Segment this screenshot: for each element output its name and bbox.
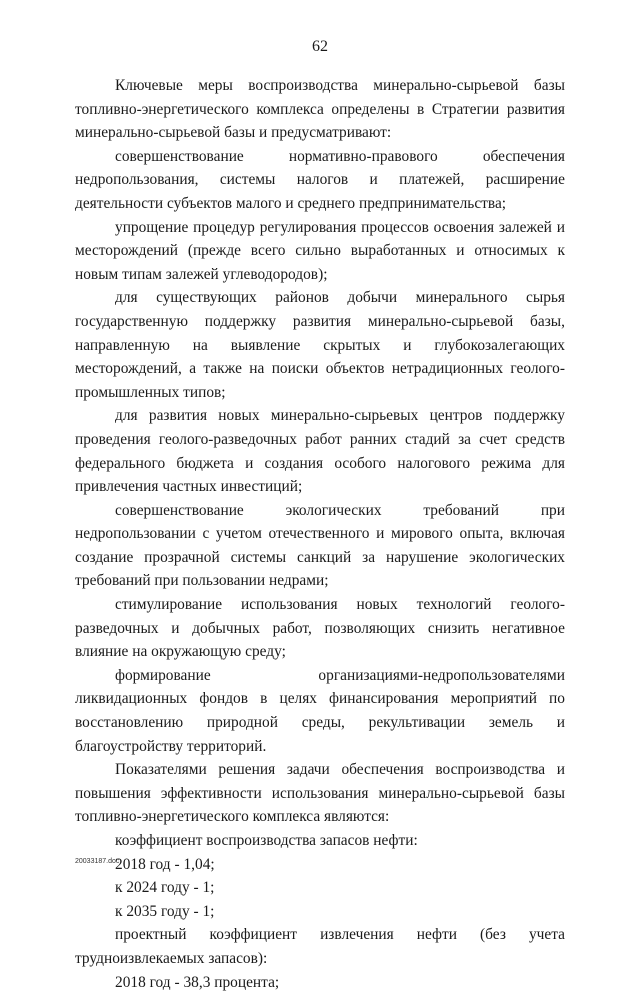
- paragraph: Ключевые меры воспроизводства минерально-сырьевой базы топливно-энергетического комплекса определены в Стратегии развития минерально-сырьевой базы и предусматривают:: [75, 77, 565, 142]
- document-body: [75, 74, 565, 994]
- page-number: 62: [312, 38, 328, 55]
- paragraph: Показателями решения задачи обеспечения воспроизводства и повышения эффективности использования минерально-сырьевой базы топливно-энергетического комплекса являются:: [75, 761, 565, 826]
- indicator-heading: проектный коэффициент извлечения нефти (без учета трудноизвлекаемых запасов):: [75, 926, 565, 967]
- indicator-value: 2018 год - 1,04;: [115, 855, 215, 873]
- footer-filename: 20033187.doc: [75, 858, 120, 865]
- list-item: для существующих районов добычи минерального сырья государственную поддержку развития минерально-сырьевой базы, направленную на выявление скрытых и глубокозалегающих месторождений, а также на поиски объектов нетрадиционных геолого-промышленных типов;: [75, 289, 565, 401]
- indicator-value: к 2024 году - 1;: [115, 879, 215, 897]
- list-item: формирование организациями-недропользователями ликвидационных фондов в целях финансирования мероприятий по восстановлению природной среды, рекультивации земель и благоустройству территорий.: [75, 666, 565, 755]
- list-item: совершенствование нормативно-правового обеспечения недропользования, системы налогов и платежей, расширение деятельности субъектов малого и среднего предпринимательства;: [75, 147, 565, 212]
- indicator-heading: коэффициент воспроизводства запасов нефти:: [115, 832, 418, 849]
- list-item: для развития новых минерально-сырьевых центров поддержку проведения геолого-разведочных работ ранних стадий за счет средств федерального бюджета и создания особого налогового режима для привлечения частных инвестиций;: [75, 407, 565, 496]
- list-item: стимулирование использования новых технологий геолого-разведочных и добычных работ, позволяющих снизить негативное влияние на окружающую среду;: [75, 596, 565, 661]
- indicator-value: к 2035 году - 1;: [115, 902, 215, 920]
- list-item: совершенствование экологических требований при недропользовании с учетом отечественного и мирового опыта, включая создание прозрачной системы санкций за нарушение экологических требований при пользовании недрами;: [75, 501, 565, 590]
- indicator-value: 2018 год - 38,3 процента;: [115, 973, 280, 991]
- list-item: упрощение процедур регулирования процессов освоения залежей и месторождений (прежде всего сильно выработанных и относимых к новым типам залежей углеводородов);: [75, 218, 565, 283]
